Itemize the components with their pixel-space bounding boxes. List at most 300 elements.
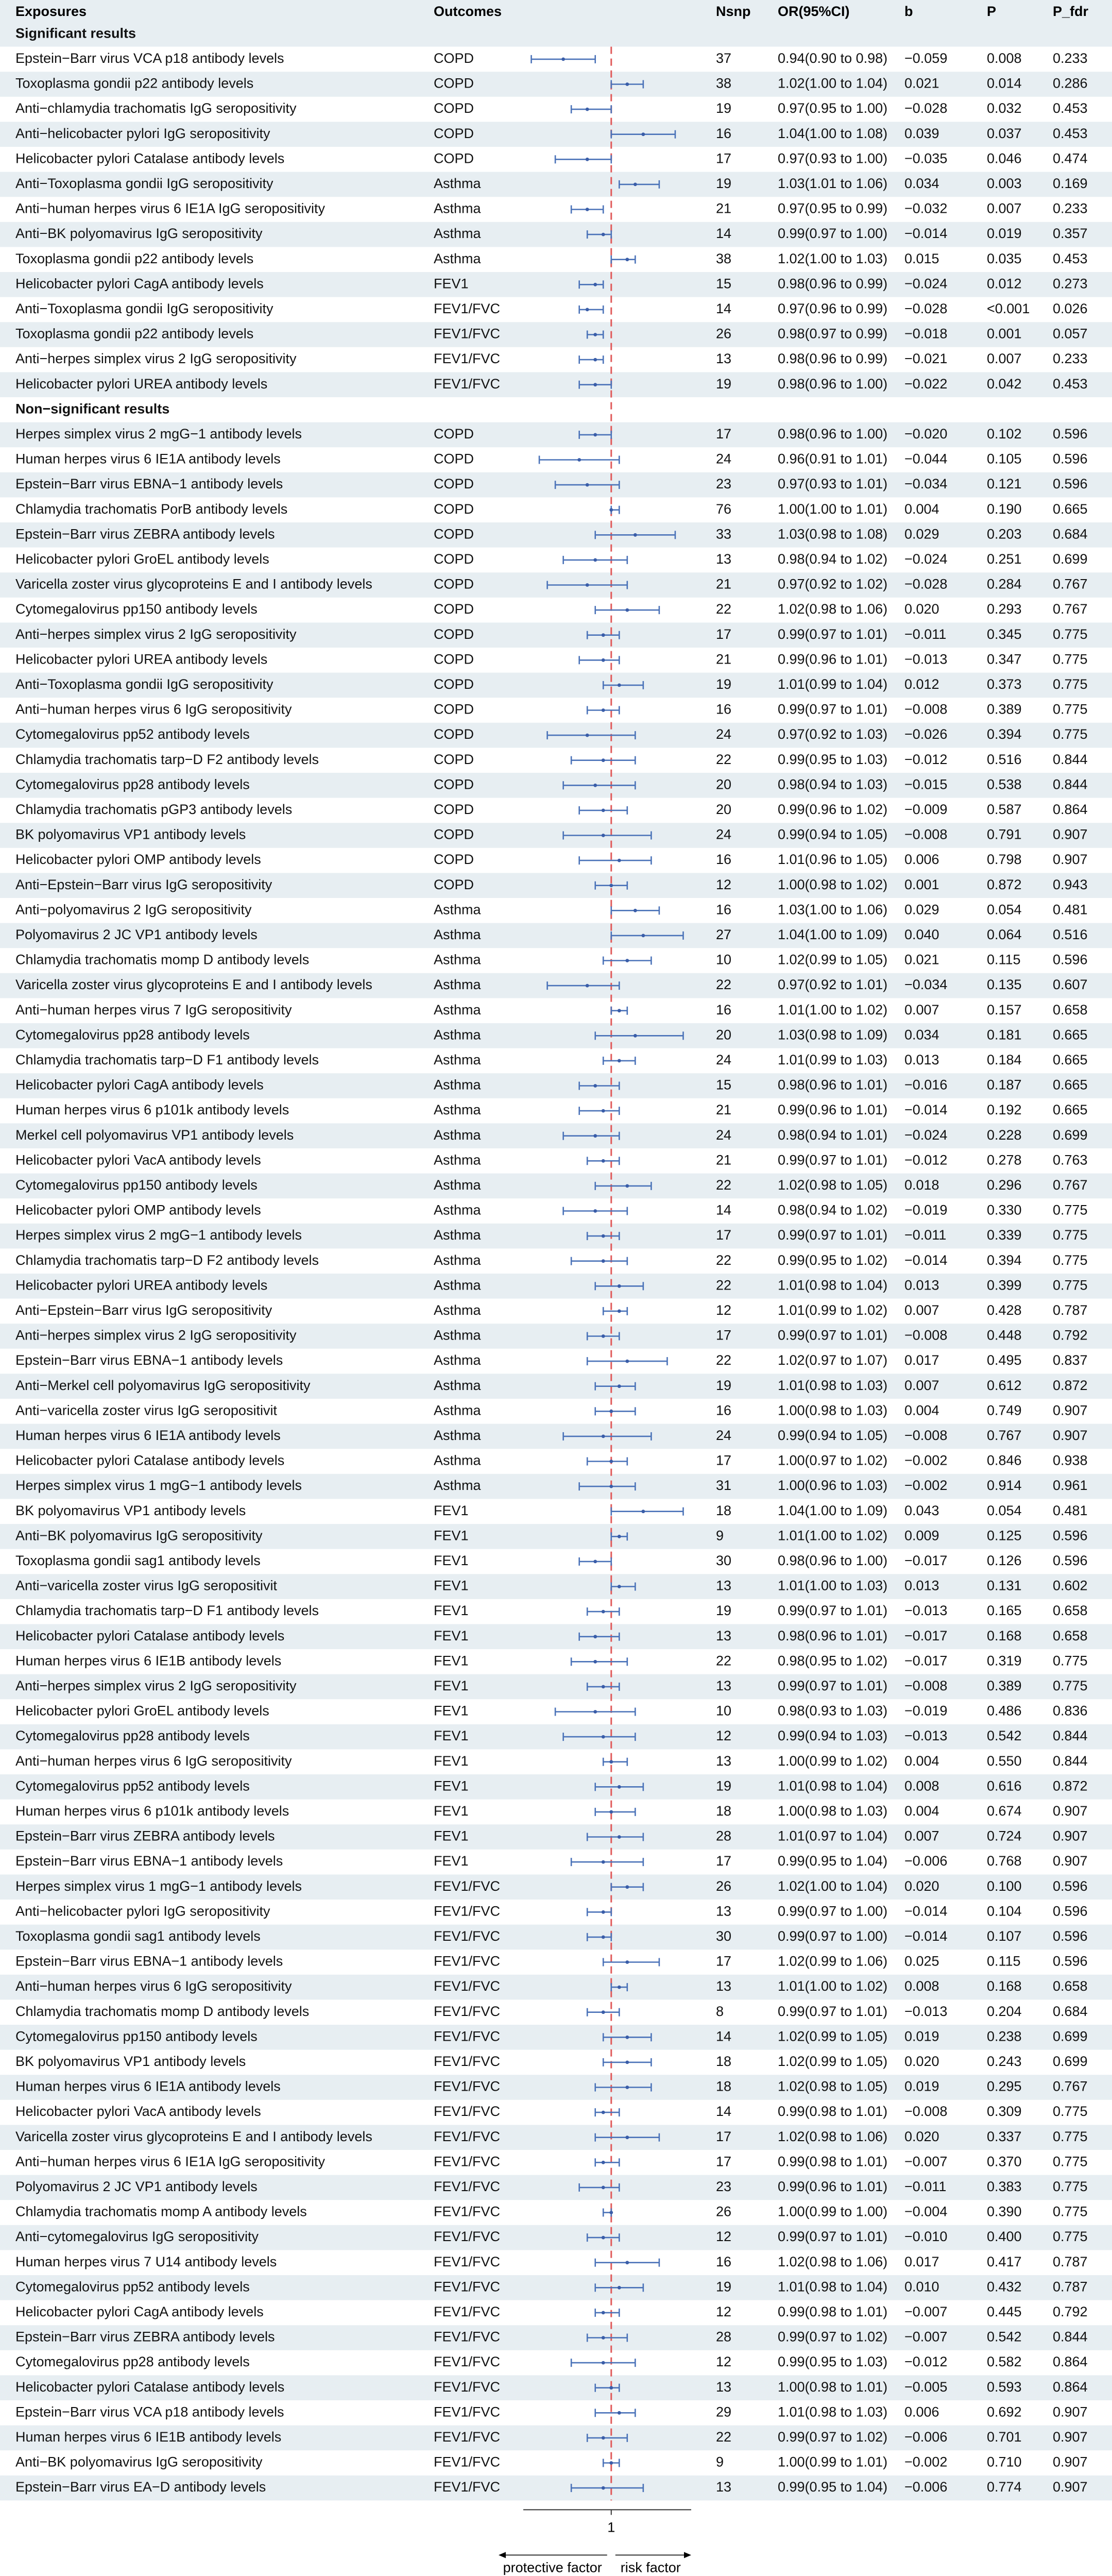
or-point [618, 1535, 621, 1538]
p-cell: 0.383 [987, 2179, 1022, 2195]
p-fdr-cell: 0.665 [1053, 501, 1088, 517]
or-ci-cell: 0.99(0.97 to 1.01) [778, 1678, 888, 1694]
p-cell: 0.495 [987, 1352, 1022, 1368]
b-cell: −0.022 [904, 376, 948, 392]
p-fdr-cell: 0.453 [1053, 376, 1088, 392]
nsnp-cell: 22 [716, 1352, 732, 1368]
outcome-cell: FEV1 [434, 1853, 469, 1869]
outcome-cell: Asthma [434, 1352, 481, 1368]
table-row [15, 1954, 1088, 1969]
ci-mark [587, 1607, 619, 1616]
outcome-cell: FEV1 [434, 1753, 469, 1769]
p-fdr-cell: 0.026 [1053, 301, 1088, 317]
b-cell: −0.006 [904, 2429, 948, 2445]
p-cell: 0.791 [987, 826, 1022, 842]
p-fdr-cell: 0.844 [1053, 751, 1088, 767]
exposure-cell: Anti−Epstein−Barr virus IgG seropositivity [15, 876, 272, 892]
nsnp-cell: 20 [716, 802, 732, 818]
or-ci-cell: 0.98(0.96 to 1.00) [778, 376, 888, 392]
nsnp-cell: 19 [716, 1778, 732, 1794]
outcome-cell: FEV1/FVC [434, 2354, 501, 2370]
outcome-cell: FEV1 [434, 1603, 469, 1619]
b-cell: −0.008 [904, 1678, 948, 1694]
or-ci-cell: 0.99(0.94 to 1.05) [778, 826, 888, 842]
p-fdr-cell: 0.844 [1053, 1728, 1088, 1744]
exposure-cell: Toxoplasma gondii p22 antibody levels [15, 250, 254, 266]
p-fdr-cell: 0.961 [1053, 1478, 1088, 1494]
outcome-cell: Asthma [434, 1227, 481, 1243]
outcome-cell: COPD [434, 125, 474, 141]
or-point [641, 1510, 645, 1513]
or-point [602, 1860, 605, 1864]
or-point [602, 1159, 605, 1163]
nsnp-cell: 13 [716, 351, 732, 367]
table-row [15, 1152, 1088, 1167]
p-cell: 0.204 [987, 2003, 1022, 2019]
ci-mark [595, 1407, 636, 1415]
or-ci-cell: 1.00(0.99 to 1.01) [778, 2454, 888, 2470]
nsnp-cell: 27 [716, 927, 732, 943]
outcome-cell: FEV1/FVC [434, 1953, 501, 1969]
p-fdr-cell: 0.767 [1053, 576, 1088, 592]
p-cell: 0.168 [987, 1628, 1022, 1643]
or-point [609, 2386, 613, 2389]
b-cell: −0.059 [904, 50, 948, 66]
nsnp-cell: 29 [716, 2404, 732, 2420]
p-cell: 0.126 [987, 1553, 1022, 1569]
outcome-cell: Asthma [434, 1052, 481, 1068]
outcome-cell: FEV1/FVC [434, 2229, 501, 2245]
p-cell: 0.370 [987, 2154, 1022, 2170]
or-point [586, 483, 589, 487]
ci-mark [587, 706, 619, 715]
table-row [15, 1052, 1088, 1067]
outcome-cell: FEV1/FVC [434, 2028, 501, 2044]
nsnp-cell: 16 [716, 1402, 732, 1418]
or-point [602, 1234, 605, 1238]
or-ci-cell: 0.99(0.96 to 1.02) [778, 802, 888, 818]
or-ci-cell: 1.00(1.00 to 1.01) [778, 501, 888, 517]
p-cell: <0.001 [987, 301, 1030, 317]
exposure-cell: Epstein−Barr virus ZEBRA antibody levels [15, 1828, 275, 1844]
header-p-fdr: P_fdr [1053, 4, 1089, 20]
nsnp-cell: 14 [716, 1202, 732, 1218]
p-cell: 0.339 [987, 1227, 1022, 1243]
exposure-cell: Helicobacter pylori VacA antibody levels [15, 2104, 261, 2120]
or-point [577, 458, 581, 462]
or-ci-cell: 0.99(0.94 to 1.03) [778, 1728, 888, 1744]
table-row [15, 501, 1088, 517]
or-ci-cell: 1.04(1.00 to 1.09) [778, 927, 888, 943]
outcome-cell: COPD [434, 601, 474, 617]
b-cell: −0.014 [904, 1102, 948, 1118]
or-point [602, 2186, 605, 2190]
or-point [602, 2361, 605, 2365]
outcome-cell: FEV1 [434, 1578, 469, 1594]
p-fdr-cell: 0.907 [1053, 826, 1088, 842]
exposure-cell: Toxoplasma gondii sag1 antibody levels [15, 1928, 261, 1944]
exposure-cell: Varicella zoster virus glycoproteins E and I antibody levels [15, 576, 372, 592]
p-fdr-cell: 0.233 [1053, 351, 1088, 367]
p-cell: 0.168 [987, 1978, 1022, 1994]
outcome-cell: FEV1 [434, 1653, 469, 1669]
nsnp-cell: 18 [716, 2078, 732, 2094]
exposure-cell: Anti−herpes simplex virus 2 IgG seropositivity [15, 1678, 297, 1694]
or-ci-cell: 0.96(0.91 to 1.01) [778, 451, 888, 467]
b-cell: −0.010 [904, 2229, 948, 2245]
or-point [602, 1109, 605, 1113]
exposure-cell: Anti−herpes simplex virus 2 IgG seropositivity [15, 626, 297, 642]
b-cell: 0.017 [904, 1352, 939, 1368]
b-cell: −0.028 [904, 301, 948, 317]
p-cell: 0.701 [987, 2429, 1022, 2445]
exposure-cell: Helicobacter pylori UREA antibody levels [15, 651, 268, 667]
b-cell: 0.013 [904, 1052, 939, 1068]
outcome-cell: Asthma [434, 1077, 481, 1093]
or-point [602, 809, 605, 812]
p-cell: 0.293 [987, 601, 1022, 617]
table-row [15, 251, 1088, 266]
exposure-cell: Helicobacter pylori UREA antibody levels [15, 1277, 268, 1293]
outcome-cell: Asthma [434, 200, 481, 216]
outcome-cell: FEV1/FVC [434, 2429, 501, 2445]
p-cell: 0.100 [987, 1878, 1022, 1894]
exposure-cell: Helicobacter pylori CagA antibody levels [15, 276, 264, 292]
or-point [641, 934, 645, 938]
or-point [593, 383, 597, 386]
b-cell: 0.013 [904, 1578, 939, 1594]
ci-mark [579, 1107, 620, 1115]
outcome-cell: FEV1 [434, 1553, 469, 1569]
p-fdr-cell: 0.775 [1053, 651, 1088, 667]
or-point [593, 1209, 597, 1213]
p-cell: 0.394 [987, 726, 1022, 742]
nsnp-cell: 30 [716, 1928, 732, 1944]
nsnp-cell: 17 [716, 1452, 732, 1468]
ci-mark [579, 355, 604, 364]
or-point [602, 1435, 605, 1438]
nsnp-cell: 12 [716, 876, 732, 892]
table-row [15, 2204, 1088, 2219]
ci-mark [587, 2008, 619, 2016]
p-fdr-cell: 0.907 [1053, 1853, 1088, 1869]
p-fdr-cell: 0.864 [1053, 2354, 1088, 2370]
outcome-cell: Asthma [434, 977, 481, 993]
p-fdr-cell: 0.775 [1053, 701, 1088, 717]
or-point [593, 333, 597, 336]
nsnp-cell: 16 [716, 2253, 732, 2269]
nsnp-cell: 76 [716, 501, 732, 517]
p-fdr-cell: 0.596 [1053, 1953, 1088, 1969]
p-fdr-cell: 0.665 [1053, 1102, 1088, 1118]
outcome-cell: COPD [434, 626, 474, 642]
exposure-cell: Epstein−Barr virus ZEBRA antibody levels [15, 2329, 275, 2345]
or-ci-cell: 1.01(1.00 to 1.03) [778, 1578, 888, 1594]
table-row [15, 1302, 1088, 1318]
p-fdr-cell: 0.767 [1053, 1177, 1088, 1193]
p-cell: 0.445 [987, 2304, 1022, 2320]
table-row [15, 1453, 1088, 1468]
nsnp-cell: 14 [716, 2104, 732, 2120]
table-row [15, 451, 1088, 467]
table-row [15, 2304, 1088, 2319]
p-fdr-cell: 0.943 [1053, 876, 1088, 892]
exposure-cell: Anti−Toxoplasma gondii IgG seropositivity [15, 176, 273, 192]
exposure-cell: Human herpes virus 6 p101k antibody levels [15, 1102, 289, 1118]
nsnp-cell: 28 [716, 2329, 732, 2345]
nsnp-cell: 21 [716, 1152, 732, 1168]
or-ci-cell: 1.02(0.99 to 1.05) [778, 952, 888, 968]
p-cell: 0.692 [987, 2404, 1022, 2420]
table-row [15, 2104, 1088, 2119]
outcome-cell: COPD [434, 701, 474, 717]
or-point [618, 1284, 621, 1288]
exposure-cell: Toxoplasma gondii p22 antibody levels [15, 326, 254, 342]
or-ci-cell: 1.02(0.99 to 1.05) [778, 2028, 888, 2044]
or-ci-cell: 1.02(0.99 to 1.05) [778, 2054, 888, 2070]
p-cell: 0.448 [987, 1327, 1022, 1343]
nsnp-cell: 22 [716, 977, 732, 993]
or-point [634, 533, 637, 537]
exposure-cell: Anti−varicella zoster virus IgG seropositivit [15, 1578, 277, 1594]
p-cell: 0.135 [987, 977, 1022, 993]
p-fdr-cell: 0.233 [1053, 200, 1088, 216]
or-point [625, 2086, 629, 2089]
or-ci-cell: 0.99(0.97 to 1.02) [778, 2329, 888, 2345]
or-ci-cell: 1.02(0.98 to 1.06) [778, 2128, 888, 2144]
or-ci-cell: 1.03(0.98 to 1.08) [778, 526, 888, 542]
section-title: Significant results [15, 25, 136, 41]
ci-mark [603, 957, 651, 965]
table-row [15, 802, 1088, 817]
p-fdr-cell: 0.767 [1053, 2078, 1088, 2094]
p-cell: 0.104 [987, 1903, 1022, 1919]
protective-factor-label: protective factor [503, 2560, 602, 2575]
b-cell: −0.007 [904, 2329, 948, 2345]
exposure-cell: Anti−BK polyomavirus IgG seropositivity [15, 2454, 263, 2470]
b-cell: 0.004 [904, 501, 939, 517]
p-cell: 0.389 [987, 701, 1022, 717]
or-ci-cell: 1.02(0.98 to 1.05) [778, 2078, 888, 2094]
b-cell: 0.025 [904, 1953, 939, 1969]
or-point [593, 1084, 597, 1088]
or-point [602, 633, 605, 637]
exposure-cell: Helicobacter pylori CagA antibody levels [15, 2304, 264, 2320]
exposure-cell: Chlamydia trachomatis momp D antibody levels [15, 2003, 310, 2019]
outcome-cell: Asthma [434, 1027, 481, 1043]
ci-mark [571, 1858, 643, 1866]
or-point [609, 1760, 613, 1764]
header-b: b [904, 4, 913, 20]
outcome-cell: FEV1/FVC [434, 2479, 501, 2495]
exposure-cell: Helicobacter pylori VacA antibody levels [15, 1152, 261, 1168]
p-cell: 0.582 [987, 2354, 1022, 2370]
or-ci-cell: 1.01(0.99 to 1.04) [778, 676, 888, 692]
p-fdr-cell: 0.792 [1053, 1327, 1088, 1343]
exposure-cell: Epstein−Barr virus EBNA−1 antibody levels [15, 1352, 283, 1368]
p-fdr-cell: 0.907 [1053, 852, 1088, 868]
or-ci-cell: 1.01(0.96 to 1.05) [778, 852, 888, 868]
b-cell: 0.021 [904, 75, 939, 91]
outcome-cell: FEV1/FVC [434, 2078, 501, 2094]
p-fdr-cell: 0.684 [1053, 526, 1088, 542]
or-point [618, 1785, 621, 1789]
or-point [618, 1835, 621, 1839]
exposure-cell: Helicobacter pylori OMP antibody levels [15, 852, 261, 868]
b-cell: 0.029 [904, 526, 939, 542]
p-cell: 0.345 [987, 626, 1022, 642]
b-cell: −0.034 [904, 476, 948, 492]
b-cell: 0.007 [904, 1302, 939, 1318]
p-cell: 0.428 [987, 1302, 1022, 1318]
or-ci-cell: 1.02(1.00 to 1.04) [778, 1878, 888, 1894]
nsnp-cell: 38 [716, 250, 732, 266]
or-ci-cell: 0.99(0.97 to 1.01) [778, 1227, 888, 1243]
exposure-cell: Cytomegalovirus pp150 antibody levels [15, 1177, 258, 1193]
or-ci-cell: 1.01(0.98 to 1.03) [778, 1377, 888, 1393]
nsnp-cell: 19 [716, 1603, 732, 1619]
header-nsnp: Nsnp [716, 4, 751, 20]
nsnp-cell: 10 [716, 952, 732, 968]
table-row [15, 2004, 1088, 2019]
p-cell: 0.105 [987, 451, 1022, 467]
or-ci-cell: 1.00(0.98 to 1.03) [778, 1402, 888, 1418]
outcome-cell: Asthma [434, 1252, 481, 1268]
exposure-cell: Epstein−Barr virus EBNA−1 antibody levels [15, 476, 283, 492]
ci-mark [571, 105, 611, 113]
nsnp-cell: 19 [716, 176, 732, 192]
nsnp-cell: 21 [716, 651, 732, 667]
nsnp-cell: 19 [716, 1377, 732, 1393]
ci-mark [611, 1007, 627, 1015]
or-ci-cell: 0.98(0.94 to 1.01) [778, 1127, 888, 1143]
p-cell: 0.131 [987, 1578, 1022, 1594]
ci-mark [611, 256, 636, 264]
p-cell: 0.032 [987, 100, 1022, 116]
b-cell: −0.018 [904, 326, 948, 342]
outcome-cell: FEV1 [434, 1703, 469, 1719]
outcome-cell: FEV1 [434, 1502, 469, 1518]
p-fdr-cell: 0.844 [1053, 776, 1088, 792]
exposure-cell: Polyomavirus 2 JC VP1 antibody levels [15, 927, 258, 943]
nsnp-cell: 16 [716, 852, 732, 868]
p-cell: 0.187 [987, 1077, 1022, 1093]
p-fdr-cell: 0.775 [1053, 1678, 1088, 1694]
p-fdr-cell: 0.474 [1053, 150, 1088, 166]
or-point [593, 784, 597, 787]
b-cell: −0.011 [904, 2179, 947, 2195]
or-ci-cell: 0.97(0.93 to 1.01) [778, 476, 888, 492]
table-row [15, 1753, 1088, 1769]
outcome-cell: FEV1/FVC [434, 2329, 501, 2345]
p-fdr-cell: 0.907 [1053, 1428, 1088, 1444]
ci-mark [595, 2409, 636, 2417]
nsnp-cell: 9 [716, 1528, 724, 1544]
outcome-cell: FEV1/FVC [434, 326, 501, 342]
exposure-cell: Anti−helicobacter pylori IgG seropositivity [15, 125, 270, 141]
p-fdr-cell: 0.907 [1053, 2429, 1088, 2445]
or-point [625, 2036, 629, 2039]
ci-mark [579, 806, 627, 815]
table-row [15, 100, 1088, 116]
or-ci-cell: 1.02(0.97 to 1.07) [778, 1352, 888, 1368]
exposure-cell: Helicobacter pylori Catalase antibody levels [15, 1628, 285, 1643]
outcome-cell: FEV1/FVC [434, 2253, 501, 2269]
or-point [602, 758, 605, 762]
nsnp-cell: 28 [716, 1828, 732, 1844]
ci-mark [587, 1908, 611, 1916]
outcome-cell: Asthma [434, 1127, 481, 1143]
p-cell: 0.767 [987, 1428, 1022, 1444]
exposure-cell: Human herpes virus 6 IE1B antibody levels [15, 1653, 282, 1669]
nsnp-cell: 19 [716, 100, 732, 116]
table-row [15, 1352, 1088, 1368]
b-cell: 0.017 [904, 2253, 939, 2269]
exposure-cell: Varicella zoster virus glycoproteins E and I antibody levels [15, 2128, 372, 2144]
or-ci-cell: 1.02(0.98 to 1.06) [778, 601, 888, 617]
or-ci-cell: 1.01(0.98 to 1.04) [778, 1778, 888, 1794]
b-cell: 0.020 [904, 1878, 939, 1894]
nsnp-cell: 17 [716, 426, 732, 442]
ci-mark [579, 856, 652, 865]
exposure-cell: Cytomegalovirus pp150 antibody levels [15, 601, 258, 617]
table-row [15, 2254, 1088, 2269]
b-cell: 0.006 [904, 852, 939, 868]
or-point [618, 2411, 621, 2415]
outcome-cell: FEV1/FVC [434, 376, 501, 392]
nsnp-cell: 17 [716, 150, 732, 166]
or-point [602, 2236, 605, 2240]
exposure-cell: Anti−Toxoplasma gondii IgG seropositivity [15, 676, 273, 692]
p-cell: 0.337 [987, 2128, 1022, 2144]
b-cell: −0.017 [904, 1628, 948, 1643]
p-cell: 0.587 [987, 802, 1022, 818]
or-point [602, 2436, 605, 2440]
or-ci-cell: 0.98(0.96 to 0.99) [778, 276, 888, 292]
or-point [641, 132, 645, 136]
p-cell: 0.538 [987, 776, 1022, 792]
b-cell: −0.002 [904, 2454, 948, 2470]
p-cell: 0.008 [987, 50, 1022, 66]
outcome-cell: Asthma [434, 1102, 481, 1118]
b-cell: 0.020 [904, 601, 939, 617]
exposure-cell: Anti−herpes simplex virus 2 IgG seropositivity [15, 1327, 297, 1343]
nsnp-cell: 17 [716, 626, 732, 642]
nsnp-cell: 21 [716, 1102, 732, 1118]
exposure-cell: Cytomegalovirus pp52 antibody levels [15, 726, 250, 742]
or-point [602, 1936, 605, 1939]
or-ci-cell: 0.99(0.97 to 1.00) [778, 226, 888, 242]
exposure-cell: Anti−varicella zoster virus IgG seropositivit [15, 1402, 277, 1418]
p-fdr-cell: 0.286 [1053, 75, 1088, 91]
b-cell: −0.014 [904, 1252, 948, 1268]
nsnp-cell: 26 [716, 1878, 732, 1894]
p-fdr-cell: 0.907 [1053, 1828, 1088, 1844]
ci-mark [587, 1157, 619, 1165]
outcome-cell: Asthma [434, 902, 481, 918]
ci-mark [595, 606, 659, 614]
p-fdr-cell: 0.907 [1053, 1803, 1088, 1819]
exposure-cell: Epstein−Barr virus VCA p18 antibody levels [15, 2404, 284, 2420]
p-cell: 0.309 [987, 2104, 1022, 2120]
p-cell: 0.295 [987, 2078, 1022, 2094]
table-row [15, 351, 1088, 366]
b-cell: −0.014 [904, 1928, 948, 1944]
p-fdr-cell: 0.775 [1053, 1277, 1088, 1293]
exposure-cell: Helicobacter pylori Catalase antibody levels [15, 150, 285, 166]
table-row [15, 301, 1088, 316]
b-cell: 0.040 [904, 927, 939, 943]
